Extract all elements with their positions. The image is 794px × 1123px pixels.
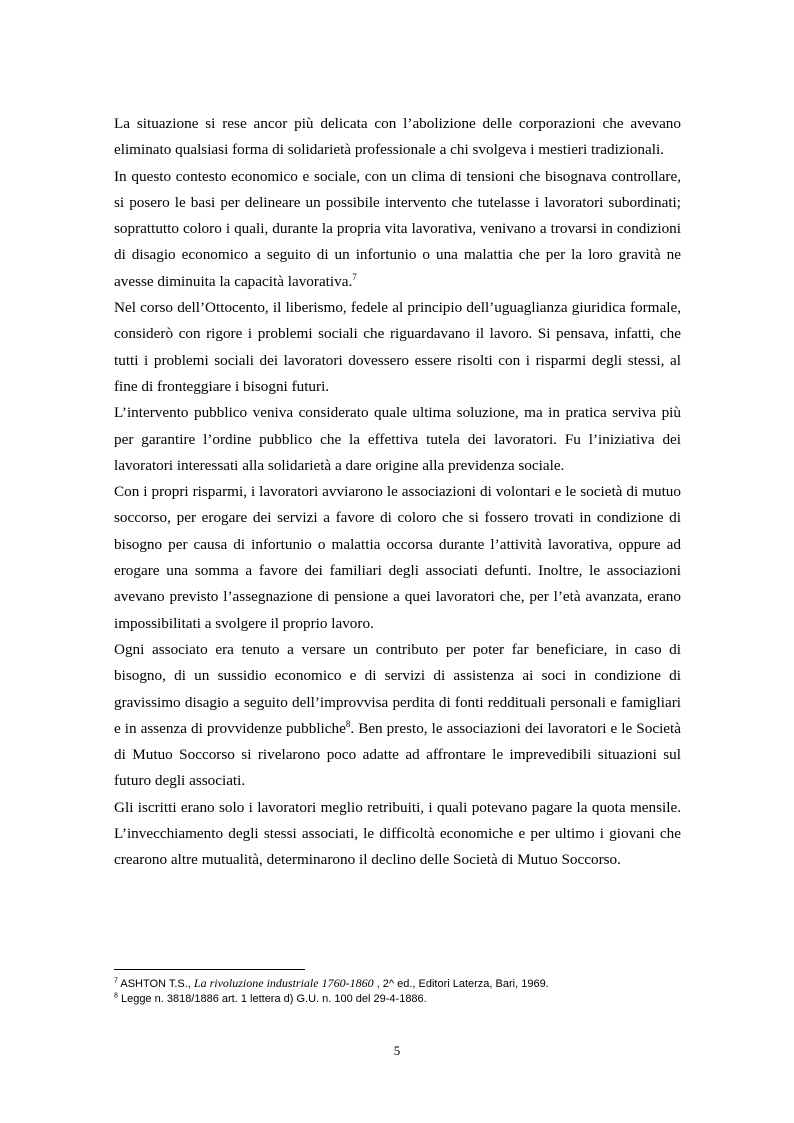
footnote-7 (114, 976, 681, 992)
footnote-separator (114, 969, 305, 970)
footnote-author: ASHTON T.S., (117, 978, 194, 990)
footnotes (114, 976, 681, 1007)
paragraph-associato (114, 637, 681, 795)
paragraph-text: L’intervento pubblico veniva considerato quale ultima soluzione, ma in pratica serviva più per garantire l’ordine pubblico che la effettiva tutela dei lavoratori. Fu l’iniziativa dei lavoratori interessati alla solidarietà a dare origine alla previdenza sociale. (114, 404, 681, 474)
paragraph-text: In questo contesto economico e sociale, con un clima di tensioni che bisognava controllare, si posero le basi per delineare un possibile intervento che tutelasse i lavoratori subordinati; soprattutto coloro i quali, durante la propria vita lavorativa, venivano a trovarsi in condizioni di disagio economico a seguito di un infortunio o una malattia che per la loro gravità ne avesse diminuita la capacità lavorativa. (114, 167, 681, 290)
paragraph-contesto (114, 164, 681, 295)
footnote-number: 7 (114, 977, 118, 985)
footnote-ref-8[interactable]: 8 (345, 718, 351, 729)
paragraph-text: Gli iscritti erano solo i lavoratori meglio retribuiti, i quali potevano pagare la quota mensile. L’invecchiamento degli stessi associati, le difficoltà economiche e per ultimo i giovani che crearono altre mutualità, determinarono il declino delle Società di Mutuo Soccorso. (114, 798, 681, 869)
paragraph-iscritti (114, 795, 681, 874)
footnote-publication: , 2^ ed., Editori Laterza, Bari, 1969. (373, 978, 549, 990)
paragraph-text: La situazione si rese ancor più delicata con l’abolizione delle corporazioni che avevano eliminato qualsiasi forma di solidarietà professionale a chi svolgeva i mestieri tradizionali. (114, 115, 681, 159)
paragraph-corporazioni (114, 111, 681, 164)
paragraph-text: Ogni associato era tenuto a versare un contributo per poter far beneficiare, in caso di bisogno, di un sussidio economico e di servizi di assistenza ai soci in condizione di gravissimo disagio a seguito dell’improvvisa perdita di fonti reddituali personali e famigliari e in assenza di provvidenze pubbliche (114, 640, 681, 737)
footnote-text: Legge n. 3818/1886 art. 1 lettera d) G.U. n. 100 del 29-4-1886. (117, 993, 427, 1005)
footnote-book-title: La rivoluzione industriale 1760-1860 (193, 976, 374, 990)
paragraph-text: Con i propri risparmi, i lavoratori avviarono le associazioni di volontari e le società di mutuo soccorso, per erogare dei servizi a favore di coloro che si fossero trovati in condizione di bisogno per causa di infortunio o malattia occorsa durante l’attività lavorativa, oppure ad erogare una somma a favore dei familiari degli associati defunti. Inoltre, le associazioni avevano previsto l’assegnazione di pensione a quei lavoratori che, per l’età avanzata, erano impossibilitati a svolgere il proprio lavoro. (114, 483, 681, 632)
page-number: 5 (393, 1043, 401, 1058)
paragraph-ottocento (114, 295, 681, 400)
paragraph-text-continued: . Ben presto, le associazioni dei lavoratori e le Società di Mutuo Soccorso si rivelarono poco adatte ad affrontare le imprevedibili situazioni sul futuro degli associati. (114, 719, 681, 790)
paragraph-risparmi (114, 479, 681, 637)
footnote-8 (114, 992, 681, 1007)
paragraph-text: Nel corso dell’Ottocento, il liberismo, fedele al principio dell’uguaglianza giuridica formale, considerò con rigore i problemi sociali che riguardavano il lavoro. Si pensava, infatti, che tutti i problemi sociali dei lavoratori dovessero essere risolti con i risparmi degli stessi, al fine di fronteggiare i bisogni futuri. (114, 299, 681, 395)
body-text (114, 111, 681, 874)
footnote-ref-7[interactable]: 7 (352, 271, 357, 282)
footnote-number: 8 (114, 992, 118, 1000)
paragraph-intervento-pubblico (114, 400, 681, 479)
